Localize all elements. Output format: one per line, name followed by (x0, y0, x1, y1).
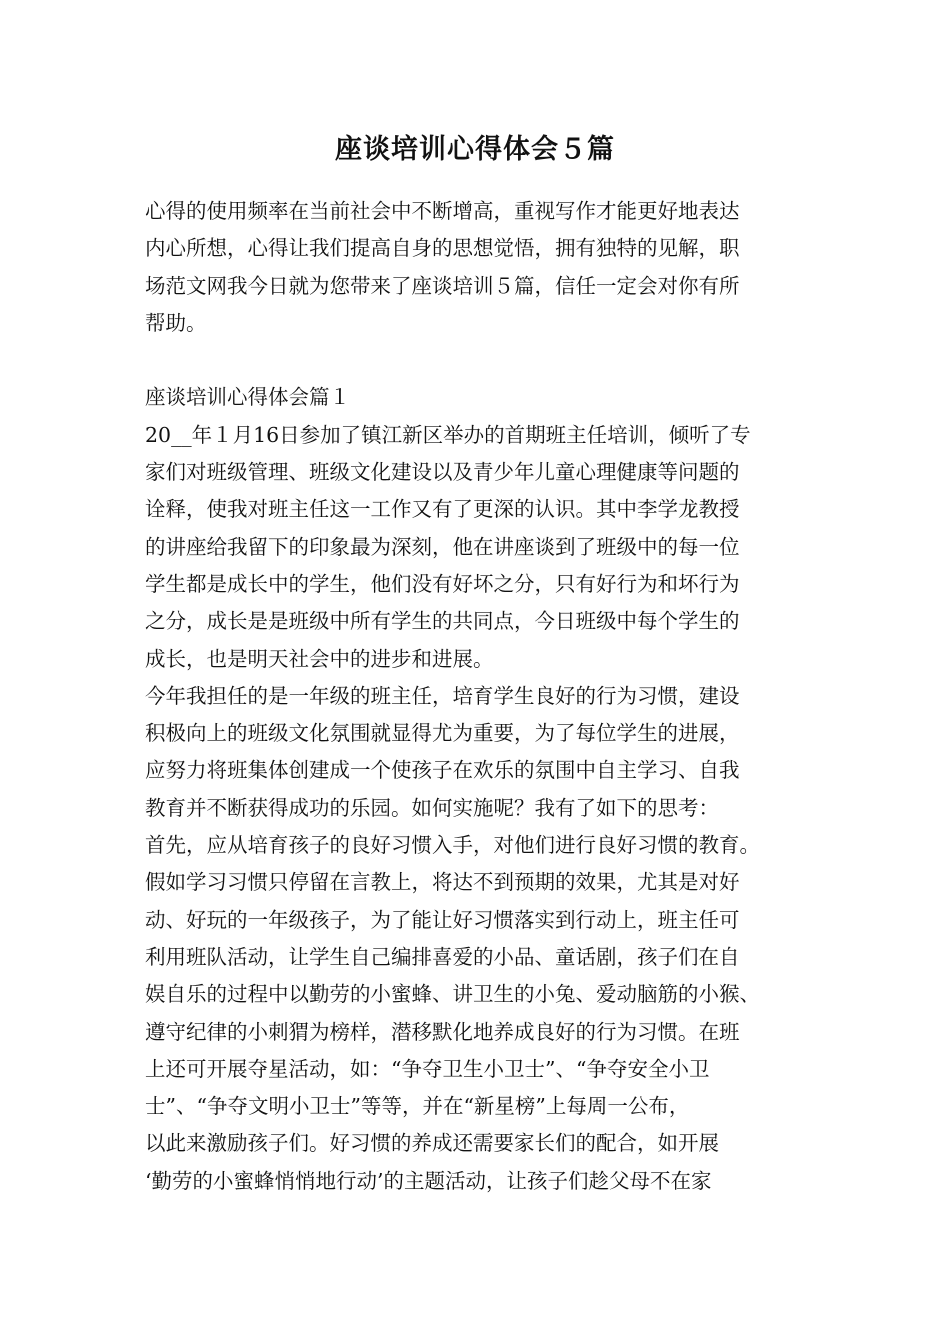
body-line: 积极向上的班级文化氛围就显得尤为重要，为了每位学生的进展， (145, 721, 740, 746)
body-line: 利用班队活动，让学生自己编排喜爱的小品、童话剧，孩子们在自 (145, 944, 740, 969)
body-line: 的讲座给我留下的印象最为深刻，他在讲座谈到了班级中的每一位 (145, 534, 740, 559)
document-title: 座谈培训心得体会５篇 (335, 134, 615, 165)
body-line: 上还可开展夺星活动，如：“争夺卫生小卫士”、“争夺安全小卫 (145, 1056, 710, 1081)
body-line: 假如学习习惯只停留在言教上，将达不到预期的效果，尤其是对好 (145, 870, 740, 895)
intro-line: 帮助。 (145, 310, 207, 335)
section-heading: 座谈培训心得体会篇１ (145, 385, 350, 410)
body-line: 士”、“争夺文明小卫士”等等，并在“新星榜”上每周一公布， (145, 1094, 690, 1119)
body-line: 遵守纪律的小刺猬为榜样，潜移默化地养成良好的行为习惯。在班 (145, 1019, 740, 1044)
body-line: 娱自乐的过程中以勤劳的小蜜蜂、讲卫生的小兔、爱动脑筋的小猴、 (145, 982, 760, 1007)
body-line: 教育并不断获得成功的乐园。如何实施呢？我有了如下的思考： (145, 795, 719, 820)
body-line: 成长，也是明天社会中的进步和进展。 (145, 646, 494, 671)
intro-line: 场范文网我今日就为您带来了座谈培训５篇，信任一定会对你有所 (145, 273, 740, 298)
body-line: 首先，应从培育孩子的良好习惯入手，对他们进行良好习惯的教育。 (145, 833, 760, 858)
body-line: 今年我担任的是一年级的班主任，培育学生良好的行为习惯，建设 (145, 683, 740, 708)
body-line: 20__年１月16日参加了镇江新区举办的首期班主任培训，倾听了专 (145, 422, 751, 447)
paragraph-gap (145, 342, 825, 379)
body-line: 以此来激励孩子们。好习惯的养成还需要家长们的配合，如开展 (145, 1131, 719, 1156)
body-line: 应努力将班集体创建成一个使孩子在欢乐的氛围中自主学习、自我 (145, 758, 740, 783)
body-line: 学生都是成长中的学生，他们没有好坏之分，只有好行为和坏行为 (145, 571, 740, 596)
body-line: ‘勤劳的小蜜蜂悄悄地行动’的主题活动，让孩子们趁父母不在家 (145, 1168, 712, 1193)
body-line: 动、好玩的一年级孩子，为了能让好习惯落实到行动上，班主任可 (145, 907, 740, 932)
body-line: 家们对班级管理、班级文化建设以及青少年儿童心理健康等问题的 (145, 460, 740, 485)
body-line: 之分，成长是是班级中所有学生的共同点，今日班级中每个学生的 (145, 609, 740, 634)
intro-line: 心得的使用频率在当前社会中不断增高，重视写作才能更好地表达 (145, 199, 740, 223)
intro-line: 内心所想，心得让我们提高自身的思想觉悟，拥有独特的见解，职 (145, 236, 740, 261)
body-line: 诠释，使我对班主任这一工作又有了更深的认识。其中李学龙教授 (145, 497, 740, 522)
document-body (145, 193, 825, 1200)
